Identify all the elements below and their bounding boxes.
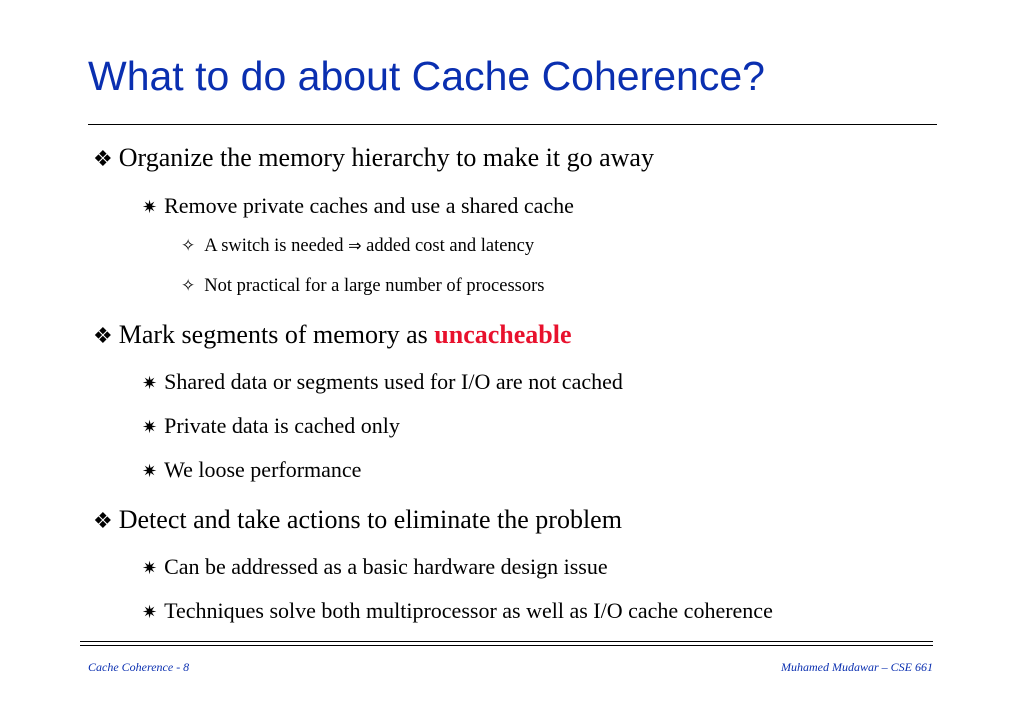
star-bullet-icon: ✷ <box>142 461 158 481</box>
star-bullet-icon: ✷ <box>142 417 158 437</box>
bullet-text: Techniques solve both multiprocessor as well as I/O cache coherence <box>164 598 773 623</box>
bullet-item <box>142 556 608 578</box>
bullet-text: Mark segments of memory as <box>118 320 428 349</box>
bullet-item <box>142 371 623 393</box>
bullet-text: We loose performance <box>164 457 362 482</box>
emphasis-uncacheable: uncacheable <box>434 320 572 349</box>
star-bullet-icon: ✷ <box>142 602 158 622</box>
bullet-text: Organize the memory hierarchy to make it go away <box>118 143 654 172</box>
bullet-text: A switch is needed <box>204 236 344 256</box>
bullet-text: Not practical for a large number of processors <box>204 276 545 296</box>
star-bullet-icon: ✷ <box>142 197 158 217</box>
bullet-subitem <box>181 277 545 296</box>
footer-divider <box>80 641 933 646</box>
diamond-bullet-icon: ❖ <box>93 323 113 348</box>
implies-arrow-icon: ⇒ <box>348 236 362 255</box>
bullet-text: Shared data or segments used for I/O are not cached <box>164 369 623 394</box>
star-bullet-icon: ✷ <box>142 558 158 578</box>
title-divider <box>88 124 937 125</box>
bullet-subitem <box>181 237 534 256</box>
sparkle-bullet-icon: ✧ <box>181 236 196 255</box>
bullet-text: Detect and take actions to eliminate the problem <box>118 505 622 534</box>
bullet-item <box>142 600 773 622</box>
bullet-section-3 <box>93 507 622 533</box>
bullet-text: Can be addressed as a basic hardware design issue <box>164 554 608 579</box>
footer-slide-number: Cache Coherence - 8 <box>88 660 190 674</box>
bullet-item <box>142 459 361 481</box>
diamond-bullet-icon: ❖ <box>93 146 113 171</box>
bullet-section-2 <box>93 322 572 348</box>
bullet-section-1 <box>93 145 654 171</box>
sparkle-bullet-icon: ✧ <box>181 276 196 295</box>
footer-author: Muhamed Mudawar – CSE 661 <box>781 660 933 674</box>
star-bullet-icon: ✷ <box>142 373 158 393</box>
bullet-text: Remove private caches and use a shared cache <box>164 193 574 218</box>
bullet-text: Private data is cached only <box>164 413 400 438</box>
slide-title: What to do about Cache Coherence? <box>88 53 765 99</box>
bullet-item <box>142 195 574 217</box>
diamond-bullet-icon: ❖ <box>93 508 113 533</box>
bullet-text: added cost and latency <box>366 236 535 256</box>
bullet-item <box>142 415 400 437</box>
